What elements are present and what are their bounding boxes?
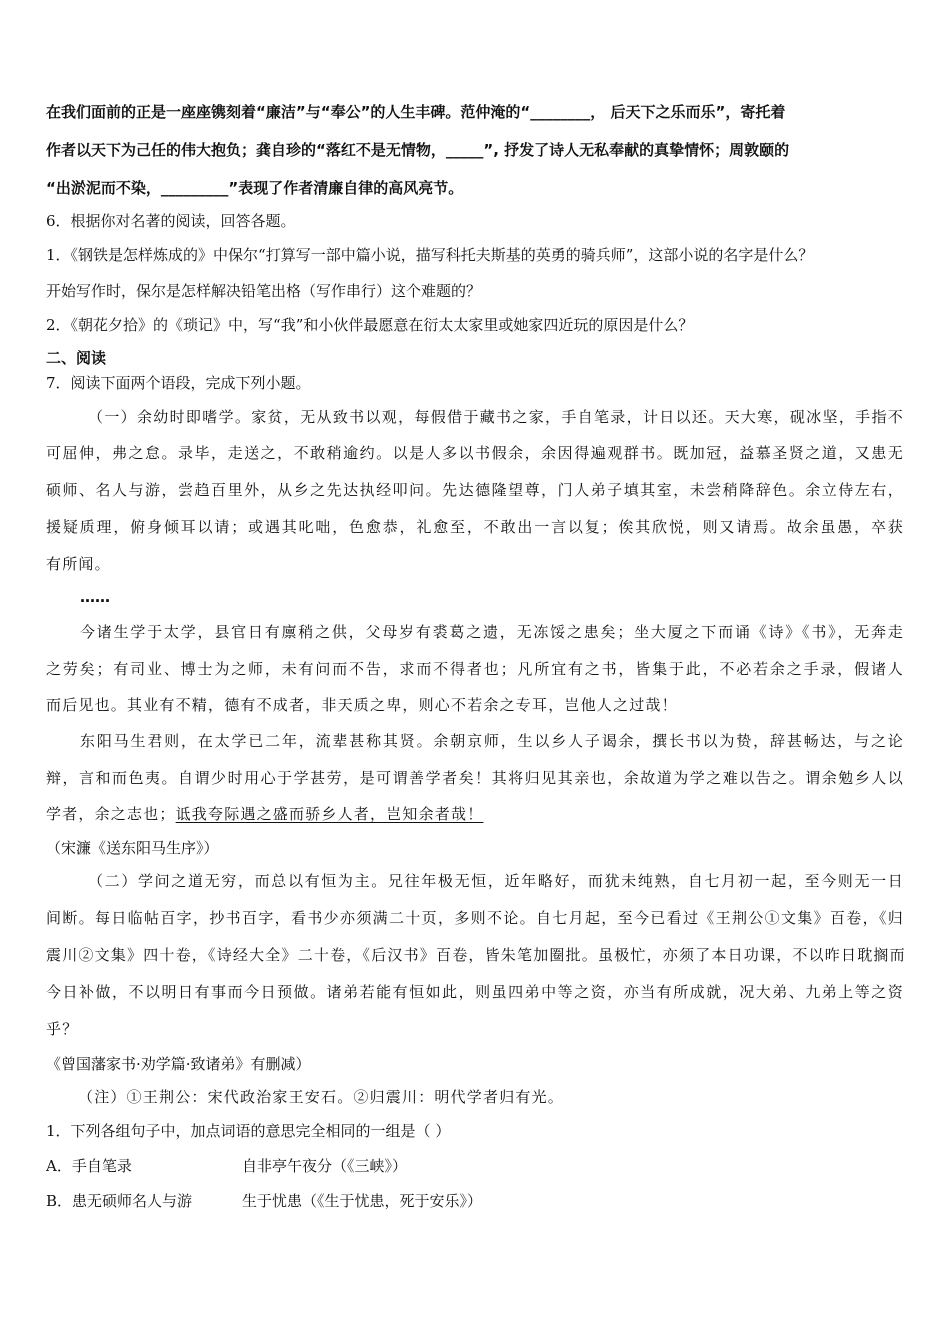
passage1-line: 硕师、名人与游，尝趋百里外，从乡之先达执经叩问。先达德隆望尊，门人弟子填其室，未尝稍降辞色。余立侍左右， [46, 483, 904, 499]
option-b-pair: 生于忧患（《生于忧患，死于安乐》） [242, 1192, 483, 1210]
q7-sub1-stem: 1．下列各组句子中，加点词语的意思完全相同的一组是（ ） [46, 1122, 451, 1140]
passage3-underlined: 诋我夸际遇之盛而骄乡人者，岂知余者哉！ [175, 807, 484, 823]
passage1-line: 可屈伸，弗之怠。录毕，走送之，不敢稍逾约。以是人多以书假余，余因得遍观群书。既加冠，益慕圣贤之道，又患无 [46, 446, 904, 462]
footnote: （注）①王荆公：宋代政治家王安石。②归震川：明代学者归有光。 [78, 1090, 565, 1106]
intro-line-2: 作者以天下为己任的伟大抱负；龚自珍的“落红不是无情物，_____”, 抒发了诗人无私奉献的真挚情怀；周敦颐的 [46, 141, 790, 159]
intro-line-1: 在我们面前的正是一座座镌刻着“廉洁”与“奉公”的人生丰碑。范仲淹的“________， 后天下之乐而乐”，寄托着 [46, 103, 786, 121]
option-b[interactable] [46, 1192, 906, 1210]
passage3-line: 辩，言和而色夷。自谓少时用心于学甚劳，是可谓善学者矣！其将归见其亲也，余故道为学之难以告之。谓余勉乡人以 [46, 771, 904, 787]
passage4-line: （二）学问之道无穷，而总以有恒为主。兄往年极无恒，近年略好，而犹未纯熟，自七月初一起，至今则无一日 [88, 874, 904, 890]
passage3-plain: 学者，余之志也； [46, 807, 176, 823]
passage2-line: 之劳矣；有司业、博士为之师，未有问而不告，求而不得者也；凡所宜有之书，皆集于此，不必若余之手录，假诸人 [46, 662, 904, 678]
passage2-line: 今诸生学于太学，县官日有廪稍之供，父母岁有裘葛之遗，无冻馁之患矣；坐大厦之下而诵《诗》《书》，无奔走 [80, 625, 904, 641]
passage4-line: 间断。每日临帖百字，抄书百字，看书少亦须满二十页，多则不论。自七月起，至今已看过《王荆公①文集》百卷，《归 [46, 911, 904, 927]
q6-sub1-line2: 开始写作时，保尔是怎样解决铅笔出格（写作串行）这个难题的？ [46, 282, 482, 300]
passage1-line: 援疑质理，俯身倾耳以请；或遇其叱咄，色愈恭，礼愈至，不敢出一言以复；俟其欣悦，则又请焉。故余虽愚，卒获 [46, 520, 904, 536]
passage4-line: 震川②文集》四十卷，《诗经大全》二十卷，《后汉书》百卷，皆朱笔加圈批。虽极忙，亦须了本日功课，不以昨日耽搁而 [46, 948, 906, 964]
passage3-line: 东阳马生君则，在太学已二年，流辈甚称其贤。余朝京师，生以乡人子谒余，撰长书以为贽，辞甚畅达，与之论 [80, 734, 904, 750]
q6-sub1-line1: 1．《钢铁是怎样炼成的》中保尔“打算写一部中篇小说，描写科托夫斯基的英勇的骑兵师”，这部小说的名字是什么？ [46, 246, 814, 264]
source-2: 《曾国藩家书·劝学篇·致诸弟》有删减） [46, 1055, 311, 1073]
intro-line-3: “出淤泥而不染，_________”表现了作者清廉自律的高风亮节。 [46, 179, 464, 197]
option-a-label: A．手自笔录 [46, 1157, 132, 1175]
ellipsis: …… [80, 588, 110, 606]
source-1: （宋濂《送东阳马生序》） [46, 839, 219, 857]
option-b-label: B．患无硕师名人与游 [46, 1192, 193, 1210]
passage1-line: （一）余幼时即嗜学。家贫，无从致书以观，每假借于藏书之家，手自笔录，计日以还。天大寒，砚冰坚，手指不 [88, 410, 904, 426]
option-a[interactable] [46, 1157, 906, 1175]
option-a-pair: 自非亭午夜分（《三峡》） [242, 1157, 408, 1175]
passage3-last-line [46, 806, 483, 824]
passage4-line: 乎？ [46, 1022, 79, 1038]
passage2-line: 而后见也。其业有不精，德有不成者，非天质之卑，则心不若余之专耳，岂他人之过哉！ [46, 698, 678, 714]
q6-sub2: 2．《朝花夕拾》的《琐记》中，写“我”和小伙伴最愿意在衍太太家里或她家四近玩的原因是什么？ [46, 316, 694, 334]
passage1-line: 有所闻。 [46, 557, 111, 573]
passage4-line: 今日补做，不以明日有事而今日预做。诸弟若能有恒如此，则虽四弟中等之资，亦当有所成就，况大弟、九弟上等之资 [46, 985, 904, 1001]
q7-stem: 7．阅读下面两个语段，完成下列小题。 [46, 374, 311, 392]
q6-stem: 6．根据你对名著的阅读，回答各题。 [46, 212, 296, 230]
section-heading: 二、阅读 [46, 349, 107, 367]
